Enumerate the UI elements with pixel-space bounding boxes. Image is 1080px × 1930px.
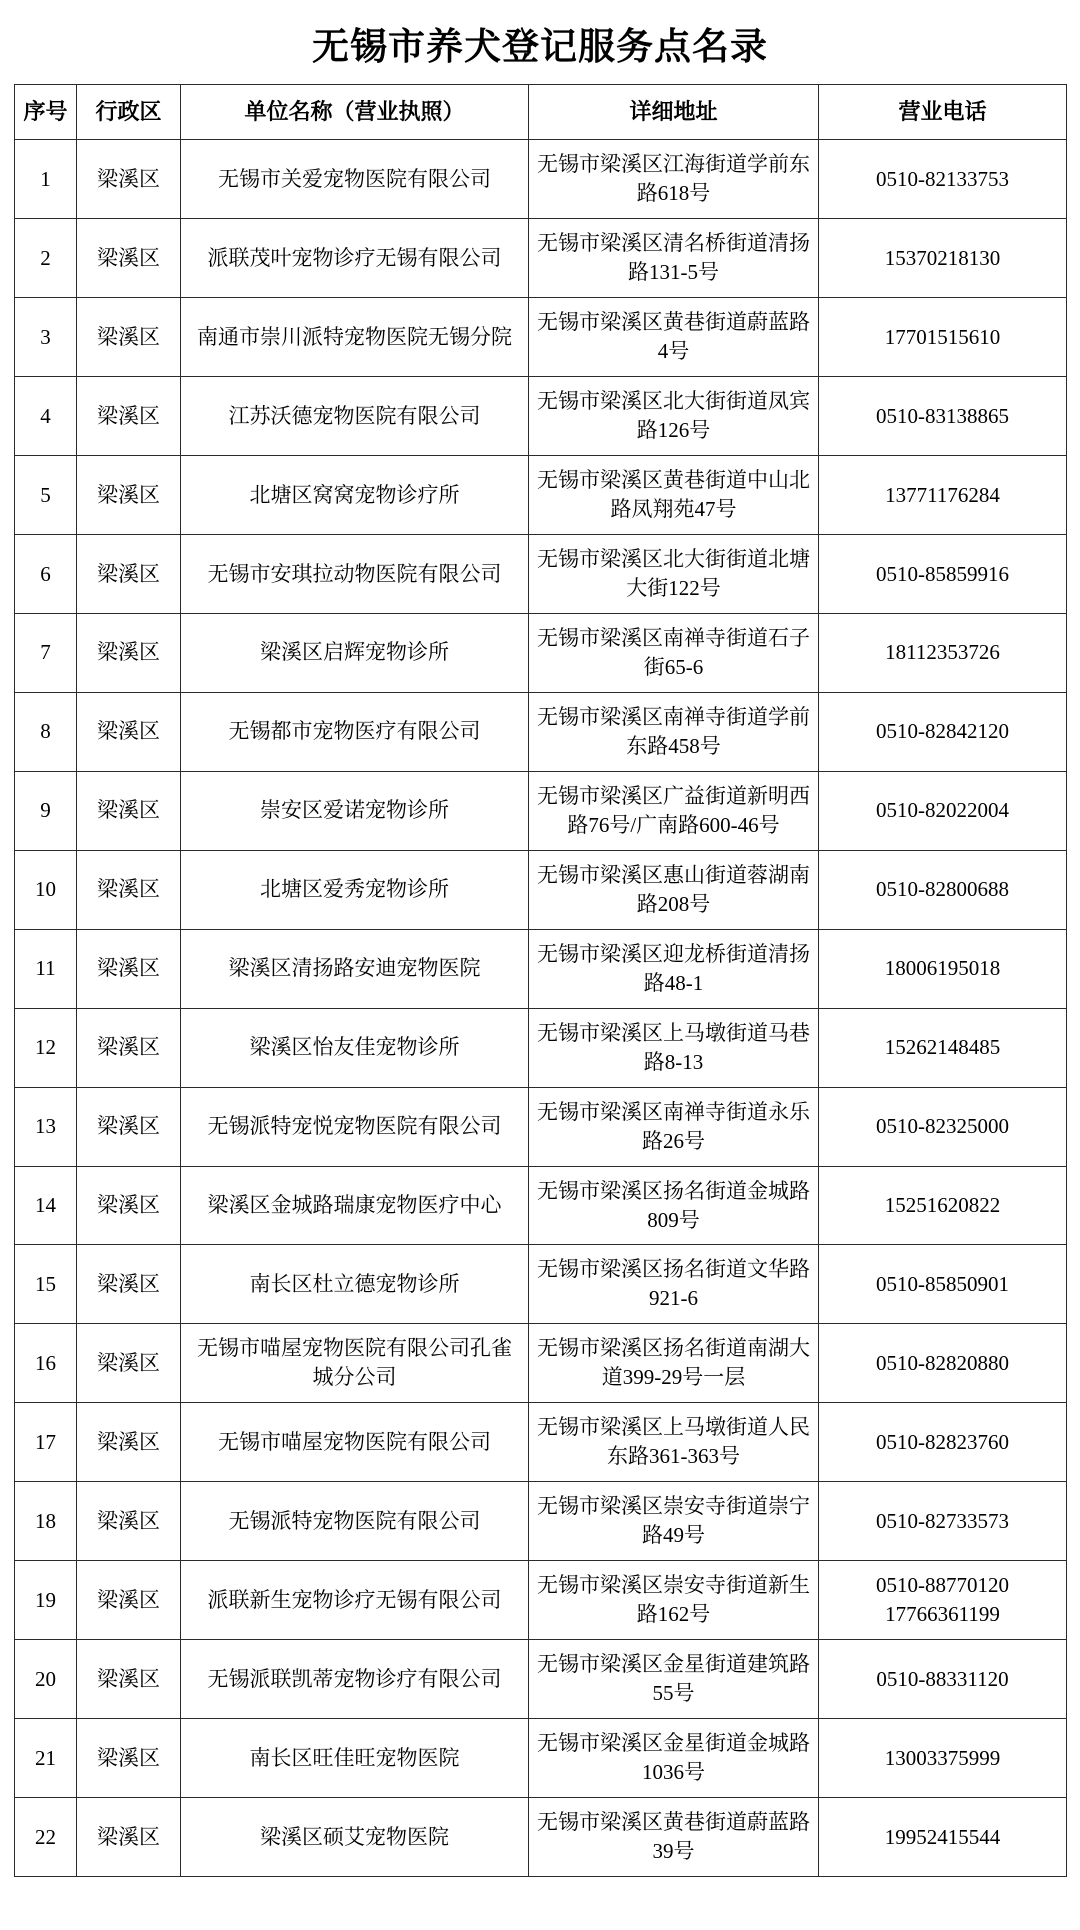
phone-number: 17766361199 — [885, 1602, 1000, 1627]
phone-number: 0510-88331120 — [876, 1666, 1009, 1691]
cell-unit-name: 江苏沃德宠物医院有限公司 — [181, 377, 529, 456]
cell-index: 18 — [15, 1482, 77, 1561]
table-header — [15, 85, 1067, 140]
table-row — [15, 298, 1067, 377]
cell-district: 梁溪区 — [77, 1640, 181, 1719]
column-header-index: 序号 — [15, 85, 77, 140]
cell-district: 梁溪区 — [77, 1324, 181, 1403]
cell-address: 无锡市梁溪区南禅寺街道石子街65-6 — [529, 613, 819, 692]
cell-unit-name: 派联茂叶宠物诊疗无锡有限公司 — [181, 219, 529, 298]
cell-index: 16 — [15, 1324, 77, 1403]
cell-index: 4 — [15, 377, 77, 456]
phone-number: 13771176284 — [885, 482, 1000, 507]
cell-address: 无锡市梁溪区惠山街道蓉湖南路208号 — [529, 850, 819, 929]
cell-address: 无锡市梁溪区迎龙桥街道清扬路48-1 — [529, 929, 819, 1008]
cell-unit-name: 无锡市喵屋宠物医院有限公司孔雀城分公司 — [181, 1324, 529, 1403]
cell-district: 梁溪区 — [77, 219, 181, 298]
cell-index: 10 — [15, 850, 77, 929]
cell-phone — [819, 140, 1067, 219]
table-row — [15, 219, 1067, 298]
table-row — [15, 1087, 1067, 1166]
cell-phone — [819, 298, 1067, 377]
cell-address: 无锡市梁溪区黄巷街道蔚蓝路39号 — [529, 1798, 819, 1877]
cell-phone — [819, 1166, 1067, 1245]
table-header-row — [15, 85, 1067, 140]
cell-address: 无锡市梁溪区扬名街道文华路921-6 — [529, 1245, 819, 1324]
table-row — [15, 929, 1067, 1008]
phone-number: 18112353726 — [885, 640, 1000, 665]
cell-unit-name: 派联新生宠物诊疗无锡有限公司 — [181, 1561, 529, 1640]
phone-number: 0510-82800688 — [876, 877, 1009, 902]
table-row — [15, 1798, 1067, 1877]
cell-index: 8 — [15, 692, 77, 771]
phone-number: 0510-82022004 — [876, 798, 1009, 823]
cell-address: 无锡市梁溪区扬名街道南湖大道399-29号一层 — [529, 1324, 819, 1403]
table-row — [15, 456, 1067, 535]
phone-number: 0510-85850901 — [876, 1271, 1009, 1296]
cell-phone — [819, 1561, 1067, 1640]
cell-district: 梁溪区 — [77, 456, 181, 535]
cell-address: 无锡市梁溪区上马墩街道马巷路8-13 — [529, 1008, 819, 1087]
cell-unit-name: 梁溪区清扬路安迪宠物医院 — [181, 929, 529, 1008]
cell-phone — [819, 1640, 1067, 1719]
cell-unit-name: 梁溪区硕艾宠物医院 — [181, 1798, 529, 1877]
cell-address: 无锡市梁溪区崇安寺街道新生路162号 — [529, 1561, 819, 1640]
phone-number: 17701515610 — [884, 324, 1001, 349]
cell-unit-name: 北塘区爱秀宠物诊所 — [181, 850, 529, 929]
cell-unit-name: 南通市崇川派特宠物医院无锡分院 — [181, 298, 529, 377]
cell-index: 19 — [15, 1561, 77, 1640]
cell-index: 7 — [15, 613, 77, 692]
phone-number: 0510-85859916 — [876, 561, 1009, 586]
cell-unit-name: 梁溪区金城路瑞康宠物医疗中心 — [181, 1166, 529, 1245]
cell-unit-name: 无锡都市宠物医疗有限公司 — [181, 692, 529, 771]
phone-number: 0510-88770120 — [876, 1573, 1009, 1598]
cell-phone — [819, 771, 1067, 850]
cell-phone — [819, 377, 1067, 456]
cell-district: 梁溪区 — [77, 377, 181, 456]
phone-number: 0510-82842120 — [876, 719, 1009, 744]
column-header-district: 行政区 — [77, 85, 181, 140]
cell-district: 梁溪区 — [77, 1403, 181, 1482]
cell-index: 2 — [15, 219, 77, 298]
phone-number: 0510-82820880 — [876, 1350, 1009, 1375]
phone-number: 15251620822 — [884, 1193, 1001, 1218]
cell-index: 5 — [15, 456, 77, 535]
cell-district: 梁溪区 — [77, 1719, 181, 1798]
column-header-name: 单位名称（营业执照） — [181, 85, 529, 140]
cell-unit-name: 崇安区爱诺宠物诊所 — [181, 771, 529, 850]
cell-phone — [819, 1324, 1067, 1403]
cell-district: 梁溪区 — [77, 1482, 181, 1561]
cell-address: 无锡市梁溪区北大街街道北塘大街122号 — [529, 535, 819, 614]
cell-phone — [819, 1719, 1067, 1798]
cell-district: 梁溪区 — [77, 613, 181, 692]
cell-phone — [819, 456, 1067, 535]
phone-number: 0510-82133753 — [876, 166, 1009, 191]
cell-address: 无锡市梁溪区扬名街道金城路809号 — [529, 1166, 819, 1245]
table-row — [15, 377, 1067, 456]
phone-number: 0510-83138865 — [876, 403, 1009, 428]
column-header-address: 详细地址 — [529, 85, 819, 140]
cell-index: 17 — [15, 1403, 77, 1482]
cell-address: 无锡市梁溪区崇安寺街道崇宁路49号 — [529, 1482, 819, 1561]
table-row — [15, 613, 1067, 692]
cell-index: 14 — [15, 1166, 77, 1245]
table-row — [15, 535, 1067, 614]
phone-number: 15262148485 — [884, 1035, 1001, 1060]
cell-unit-name: 无锡市安琪拉动物医院有限公司 — [181, 535, 529, 614]
cell-district: 梁溪区 — [77, 298, 181, 377]
cell-unit-name: 北塘区窝窝宠物诊疗所 — [181, 456, 529, 535]
cell-unit-name: 无锡派特宠悦宠物医院有限公司 — [181, 1087, 529, 1166]
cell-district: 梁溪区 — [77, 850, 181, 929]
cell-unit-name: 南长区杜立德宠物诊所 — [181, 1245, 529, 1324]
table-row — [15, 692, 1067, 771]
cell-address: 无锡市梁溪区黄巷街道蔚蓝路4号 — [529, 298, 819, 377]
table-row — [15, 1008, 1067, 1087]
cell-phone — [819, 850, 1067, 929]
table-row — [15, 1640, 1067, 1719]
phone-number: 19952415544 — [884, 1824, 1001, 1849]
cell-address: 无锡市梁溪区江海街道学前东路618号 — [529, 140, 819, 219]
phone-number: 0510-82325000 — [876, 1114, 1009, 1139]
service-point-directory-table — [14, 84, 1067, 1877]
cell-index: 20 — [15, 1640, 77, 1719]
cell-unit-name: 梁溪区怡友佳宠物诊所 — [181, 1008, 529, 1087]
cell-district: 梁溪区 — [77, 1561, 181, 1640]
cell-district: 梁溪区 — [77, 1798, 181, 1877]
cell-unit-name: 无锡派特宠物医院有限公司 — [181, 1482, 529, 1561]
cell-phone — [819, 692, 1067, 771]
table-row — [15, 140, 1067, 219]
cell-phone — [819, 1798, 1067, 1877]
cell-index: 13 — [15, 1087, 77, 1166]
cell-unit-name: 无锡市喵屋宠物医院有限公司 — [181, 1403, 529, 1482]
cell-phone — [819, 1482, 1067, 1561]
cell-phone — [819, 1087, 1067, 1166]
cell-district: 梁溪区 — [77, 1245, 181, 1324]
page-title: 无锡市养犬登记服务点名录 — [312, 27, 768, 68]
table-row — [15, 1166, 1067, 1245]
cell-index: 3 — [15, 298, 77, 377]
cell-address: 无锡市梁溪区南禅寺街道永乐路26号 — [529, 1087, 819, 1166]
table-row — [15, 1561, 1067, 1640]
cell-phone — [819, 1245, 1067, 1324]
cell-unit-name: 无锡派联凯蒂宠物诊疗有限公司 — [181, 1640, 529, 1719]
cell-index: 9 — [15, 771, 77, 850]
cell-phone — [819, 929, 1067, 1008]
phone-number: 13003375999 — [884, 1745, 1001, 1770]
cell-address: 无锡市梁溪区金星街道建筑路55号 — [529, 1640, 819, 1719]
cell-district: 梁溪区 — [77, 1166, 181, 1245]
cell-phone — [819, 219, 1067, 298]
cell-unit-name: 无锡市关爱宠物医院有限公司 — [181, 140, 529, 219]
cell-index: 12 — [15, 1008, 77, 1087]
cell-index: 21 — [15, 1719, 77, 1798]
table-row — [15, 1324, 1067, 1403]
cell-district: 梁溪区 — [77, 1008, 181, 1087]
phone-number: 15370218130 — [884, 245, 1001, 270]
phone-number: 18006195018 — [884, 956, 1001, 981]
cell-district: 梁溪区 — [77, 929, 181, 1008]
cell-address: 无锡市梁溪区金星街道金城路1036号 — [529, 1719, 819, 1798]
phone-number: 0510-82823760 — [876, 1429, 1009, 1454]
table-row — [15, 1482, 1067, 1561]
cell-address: 无锡市梁溪区南禅寺街道学前东路458号 — [529, 692, 819, 771]
cell-district: 梁溪区 — [77, 1087, 181, 1166]
table-row — [15, 850, 1067, 929]
cell-index: 6 — [15, 535, 77, 614]
cell-address: 无锡市梁溪区清名桥街道清扬路131-5号 — [529, 219, 819, 298]
cell-phone — [819, 1008, 1067, 1087]
cell-district: 梁溪区 — [77, 692, 181, 771]
table-body — [15, 140, 1067, 1877]
cell-address: 无锡市梁溪区北大街街道凤宾路126号 — [529, 377, 819, 456]
cell-index: 1 — [15, 140, 77, 219]
column-header-phone: 营业电话 — [819, 85, 1067, 140]
cell-index: 15 — [15, 1245, 77, 1324]
cell-index: 22 — [15, 1798, 77, 1877]
cell-unit-name: 南长区旺佳旺宠物医院 — [181, 1719, 529, 1798]
cell-unit-name: 梁溪区启辉宠物诊所 — [181, 613, 529, 692]
cell-district: 梁溪区 — [77, 771, 181, 850]
cell-district: 梁溪区 — [77, 140, 181, 219]
cell-address: 无锡市梁溪区黄巷街道中山北路凤翔苑47号 — [529, 456, 819, 535]
cell-phone — [819, 535, 1067, 614]
cell-phone — [819, 1403, 1067, 1482]
cell-phone — [819, 613, 1067, 692]
table-row — [15, 1245, 1067, 1324]
cell-index: 11 — [15, 929, 77, 1008]
phone-number: 0510-82733573 — [876, 1508, 1009, 1533]
cell-address: 无锡市梁溪区上马墩街道人民东路361-363号 — [529, 1403, 819, 1482]
table-row — [15, 771, 1067, 850]
table-row — [15, 1403, 1067, 1482]
table-row — [15, 1719, 1067, 1798]
cell-district: 梁溪区 — [77, 535, 181, 614]
cell-address: 无锡市梁溪区广益街道新明西路76号/广南路600-46号 — [529, 771, 819, 850]
